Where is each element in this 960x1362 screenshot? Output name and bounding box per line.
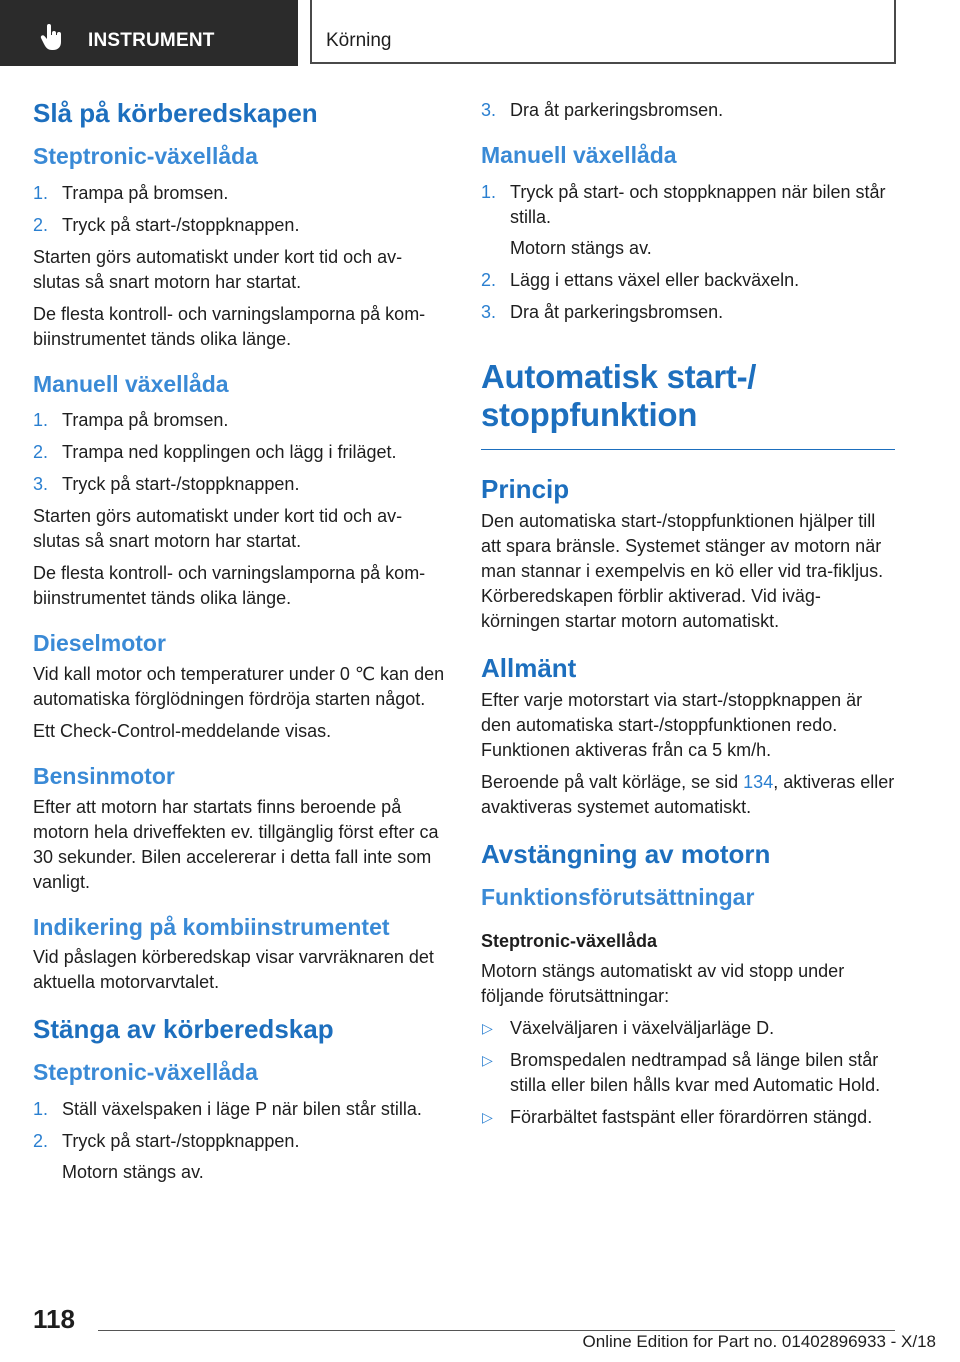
section-title-start: Slå på körberedskapen [33,98,318,128]
list-item: 2. Tryck på start-/stoppknappen. [33,214,300,235]
paragraph: Efter varje motorstart via start-/stoppknappen är den automatiska start-/stoppfunktionen redo. Funktionen aktiveras från ca 5 km/h. [481,689,863,760]
edition-note: Online Edition for Part no. 01402896933 - X/18 [582,1332,936,1351]
list-item: 2. Trampa ned kopplingen och lägg i friläget. [33,442,397,463]
paragraph: Vid påslagen körberedskap visar varvräknaren det aktuella motorvarvtalet. [33,947,434,993]
list-item: 1. Trampa på bromsen. [33,410,229,431]
list-item: 2. Tryck på start-/stoppknappen. Motorn stängs av. [33,1130,300,1182]
page-reference-link[interactable]: 134 [743,771,774,792]
page-number: 118 [33,1304,75,1334]
heading-manual-stop: Manuell växellåda [481,142,677,168]
paragraph: De flesta kontroll- och varningslamporna på kom-biinstrumentet tänds olika länge. [33,563,426,609]
heading-engine-off: Avstängning av motorn [481,838,771,869]
heading-petrol: Bensinmotor [33,762,175,789]
list-item: ▷ Växelväljaren i växelväljarläge D. [481,1016,895,1041]
chapter-tab-label: Körning [326,30,392,51]
paragraph: Ett Check-Control-meddelande visas. [33,720,332,741]
triangle-bullet-icon: ▷ [482,1052,493,1069]
paragraph: Efter att motorn har startats finns beroende på motorn hela driveffekten ev. tillgänglig först efter ca 30 sekunder. Bilen accelererar i detta fall inte som vanligt. [33,796,439,892]
steptronic-stop-steps-continued [481,98,895,123]
heading-indication: Indikering på kombiinstrumentet [33,913,390,940]
heading-diesel: Dieselmotor [33,630,166,657]
chapter-tab[interactable] [310,0,896,64]
title-divider [481,449,895,450]
section-tab-label: INSTRUMENT [88,30,215,51]
heading-requirements: Funktionsförutsättningar [481,884,755,911]
manual-stop-steps [481,180,895,325]
paragraph: Vid kall motor och temperaturer under 0 ℃ kan den automatiska förglödningen fördröja starten något. [33,663,445,709]
chapter-title-autostart: Automatisk start-/ stoppfunktion [481,357,757,433]
triangle-bullet-icon: ▷ [482,1109,493,1126]
page-header [0,0,960,66]
list-item: 1. Ställ växelspaken i läge P när bilen står stilla. [33,1098,422,1119]
page-footer [0,1290,960,1362]
heading-steptronic-auto: Steptronic-växellåda [481,930,658,951]
paragraph: Starten görs automatiskt under kort tid och av-slutas så snart motorn har startat. [33,246,403,292]
left-column [33,98,448,1192]
list-item: 3. Dra åt parkeringsbromsen. [481,100,724,120]
heading-manual-start: Manuell växellåda [33,370,229,397]
heading-steptronic-stop: Steptronic-växellåda [33,1059,258,1086]
right-column [481,98,895,1137]
section-tab[interactable] [0,0,298,66]
list-item: 3. Dra åt parkeringsbromsen. [481,301,724,322]
paragraph: Beroende på valt körläge, se sid 134, aktiveras eller avaktiveras systemet automatiskt. [481,771,895,817]
paragraph: Den automatiska start-/stoppfunktionen hjälper till att spara bränsle. Systemet stänger av motorn när man stannar i exempelvis en kö eller vid tra-fikljus. Körberedskapen förblir aktiverad. Vid iväg-körningen startar motorn automatiskt. [481,510,884,631]
paragraph: Motorn stängs automatiskt av vid stopp under följande förutsättningar: [481,961,845,1007]
list-item: 3. Tryck på start-/stoppknappen. [33,474,300,495]
list-item: 1. Tryck på start- och stoppknappen när bilen står stilla. Motorn stängs av. [481,181,886,258]
manual-start-steps [33,408,448,497]
steptronic-stop-steps [33,1097,448,1185]
heading-steptronic-start: Steptronic-växellåda [33,143,258,170]
list-item: ▷ Förarbältet fastspänt eller förardörren stängd. [481,1105,895,1130]
list-item: 2. Lägg i ettans växel eller backväxeln. [481,269,800,290]
paragraph: Starten görs automatiskt under kort tid och av-slutas så snart motorn har startat. [33,506,403,552]
footer-divider [98,1330,895,1331]
list-item: 1. Trampa på bromsen. [33,182,229,203]
steptronic-start-steps [33,181,448,238]
triangle-bullet-icon: ▷ [482,1020,493,1037]
section-title-stop: Stänga av körberedskap [33,1014,334,1045]
paragraph: De flesta kontroll- och varningslamporna på kom-biinstrumentet tänds olika länge. [33,303,426,349]
hand-pointer-icon [40,24,64,52]
heading-principle: Princip [481,473,570,504]
requirements-list [481,1016,895,1130]
heading-general: Allmänt [481,652,577,683]
list-item: ▷ Bromspedalen nedtrampad så länge bilen står stilla eller bilen hålls kvar med Automatic Hold. [482,1050,881,1096]
